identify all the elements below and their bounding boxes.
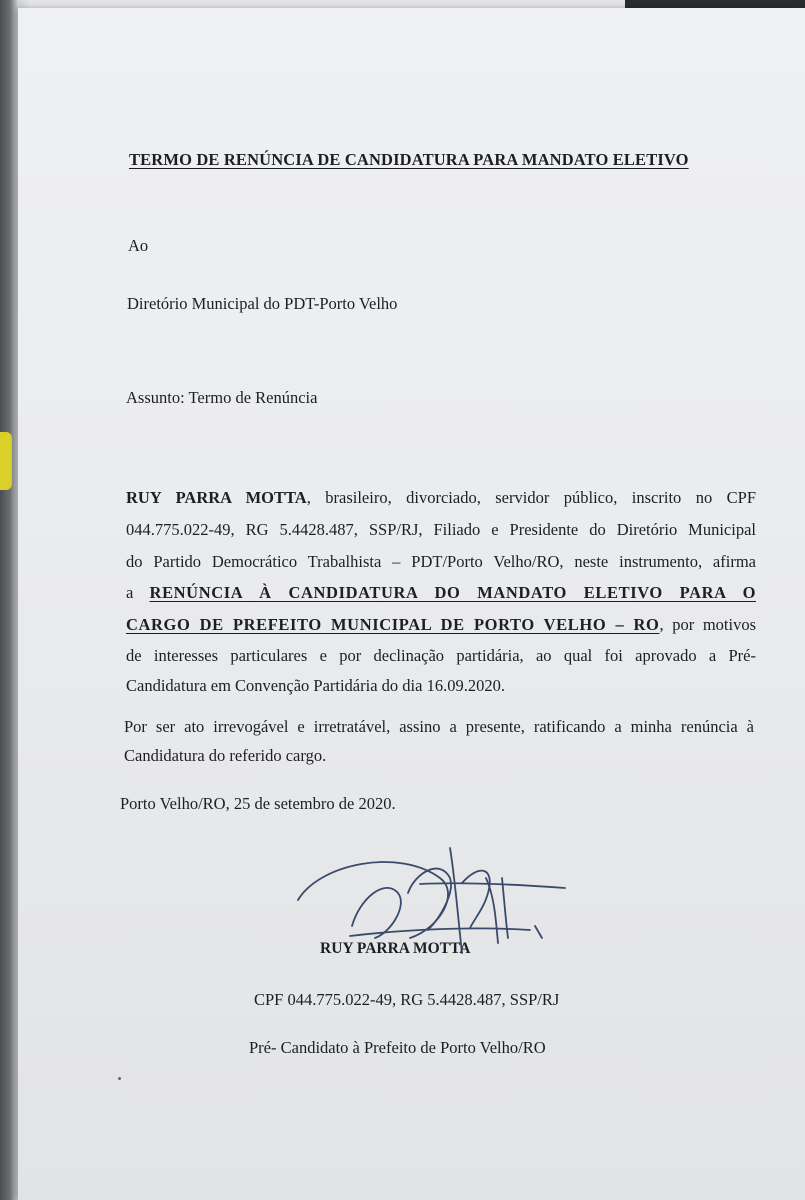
subject-line: Assunto: Termo de Renúncia [126,388,318,407]
paper-speck [118,1077,121,1080]
addressee: Diretório Municipal do PDT-Porto Velho [127,294,398,313]
body-line-5-text: , por motivos [659,615,756,634]
body-line-4-prefix: a [126,583,134,602]
declarant-name: RUY PARRA MOTTA [126,488,307,507]
body-line-4 [126,585,756,602]
body-line-5 [126,617,756,634]
body-line-7: Candidatura em Convenção Partidária do dia 16.09.2020. [126,676,505,695]
renunciation-statement-1: RENÚNCIA À CANDIDATURA DO MANDATO ELETIVO PARA O [149,583,757,602]
body-line-1-text: , brasileiro, divorciado, servidor público, inscrito no CPF [306,488,757,507]
signatory-role: Pré- Candidato à Prefeito de Porto Velho/RO [249,1038,546,1057]
document-page [18,8,805,1200]
signatory-documents: CPF 044.775.022-49, RG 5.4428.487, SSP/RJ [254,990,560,1009]
document-title: TERMO DE RENÚNCIA DE CANDIDATURA PARA MANDATO ELETIVO [129,150,689,169]
closing-line-1: Por ser ato irrevogável e irretratável, assino a presente, ratificando a minha renúncia à [124,717,754,736]
place-date: Porto Velho/RO, 25 de setembro de 2020. [120,794,396,813]
body-line-3: do Partido Democrático Trabalhista – PDT/Porto Velho/RO, neste instrumento, afirma [126,552,756,571]
body-line-6: de interesses particulares e por declinação partidária, ao qual foi aprovado a Pré- [126,646,756,665]
closing-line-2: Candidatura do referido cargo. [124,746,327,765]
body-line-1 [126,490,756,507]
yellow-clip [0,432,12,490]
body-line-2: 044.775.022-49, RG 5.4428.487, SSP/RJ, Filiado e Presidente do Diretório Municipal [126,520,756,539]
renunciation-statement-2: CARGO DE PREFEITO MUNICIPAL DE PORTO VELHO – RO [126,615,660,634]
signatory-name: RUY PARRA MOTTA [320,940,471,957]
addressee-prefix: Ao [128,236,149,255]
